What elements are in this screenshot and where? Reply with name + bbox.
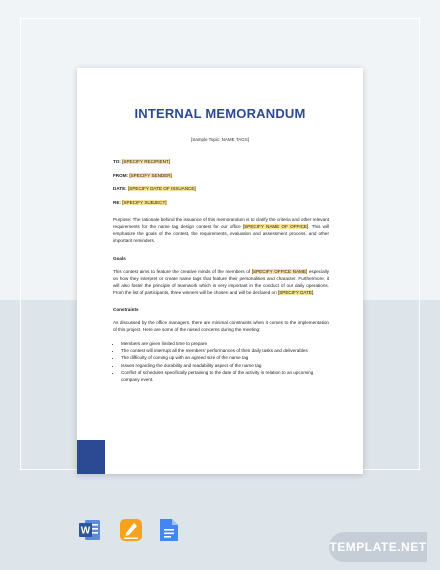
from-line <box>113 172 329 179</box>
goals-highlight-office: [SPECIFY OFFICE NAME] <box>251 268 308 274</box>
goals-highlight-date: [SPECIFY DATE] <box>277 289 314 295</box>
goals-text: This contest aims to feature the creative minds of the members of <box>113 268 251 274</box>
purpose-paragraph <box>113 216 329 244</box>
list-item: • Conflict of schedules specifically pertaining to the date of the activity in relation to an upcoming company event. <box>121 369 329 383</box>
purpose-text-end: . This will emphasize the goals of the contest, the requirements, evaluation and assessment process, and other important reminders. <box>113 224 329 244</box>
re-label: RE: <box>113 200 121 206</box>
goals-text-middle: especially on how they interpret or create name tags that feature their personalities and character. Furthermore, it will also foster the principle of teamwork which is very important in the conduct of our daily operations. From the list of participants, three winners will be chosen and will be declared on <box>113 268 330 295</box>
template-net-logo[interactable]: TEMPLATE.NET <box>329 532 427 562</box>
goals-paragraph <box>113 268 329 296</box>
date-line <box>113 185 329 192</box>
purpose-highlight: [SPECIFY NAME OF OFFICE] <box>242 224 309 230</box>
document-body <box>113 158 329 383</box>
to-line <box>113 158 329 165</box>
date-label: DATE: <box>113 186 127 192</box>
constraints-paragraph: As discussed by the office managers, there are minimal constraints when it comes to the implementation of this project. Here are some of the raised concerns during the meeting: <box>113 320 329 333</box>
list-item: • The difficulty of coming up with an agreed size of the name tag <box>121 354 329 361</box>
pages-icon[interactable] <box>119 518 143 547</box>
constraints-heading: Constraints <box>113 307 139 312</box>
word-icon[interactable] <box>78 518 102 547</box>
from-value: [SPECIFY SENDER] <box>129 172 172 178</box>
document-title: INTERNAL MEMORANDUM <box>134 106 306 121</box>
list-item: • Issues regarding the durability and readability aspect of the name tag <box>121 362 329 369</box>
accent-block <box>77 440 105 474</box>
google-docs-icon[interactable] <box>159 518 179 547</box>
constraints-list <box>113 340 329 383</box>
svg-text:W: W <box>80 525 91 537</box>
to-value: [SPECIFY RECIPIENT] <box>122 159 171 164</box>
re-line <box>113 199 329 206</box>
from-label: FROM: <box>113 172 129 178</box>
to-label: TO: <box>113 159 121 164</box>
re-value: [SPECIFY SUBJECT] <box>122 200 167 206</box>
list-item: • The contest will interrupt all the members' performances of their daily tasks and deliverables <box>121 347 329 354</box>
list-item: • Members are given limited time to prepare <box>121 340 329 347</box>
purpose-text: Purpose: The rationale behind the issuance of this memorandum is to clarify the criteria and other relevant requirements for the name tag design contest for our office <box>113 217 329 230</box>
date-value: [SPECIFY DATE OF ISSUANCE] <box>127 186 196 192</box>
document-subtitle: [Sample Topic: NAME TAGS] <box>190 137 250 142</box>
goals-heading: Goals <box>113 255 126 261</box>
document-preview[interactable] <box>77 68 363 474</box>
goals-text-end: . <box>313 289 315 295</box>
